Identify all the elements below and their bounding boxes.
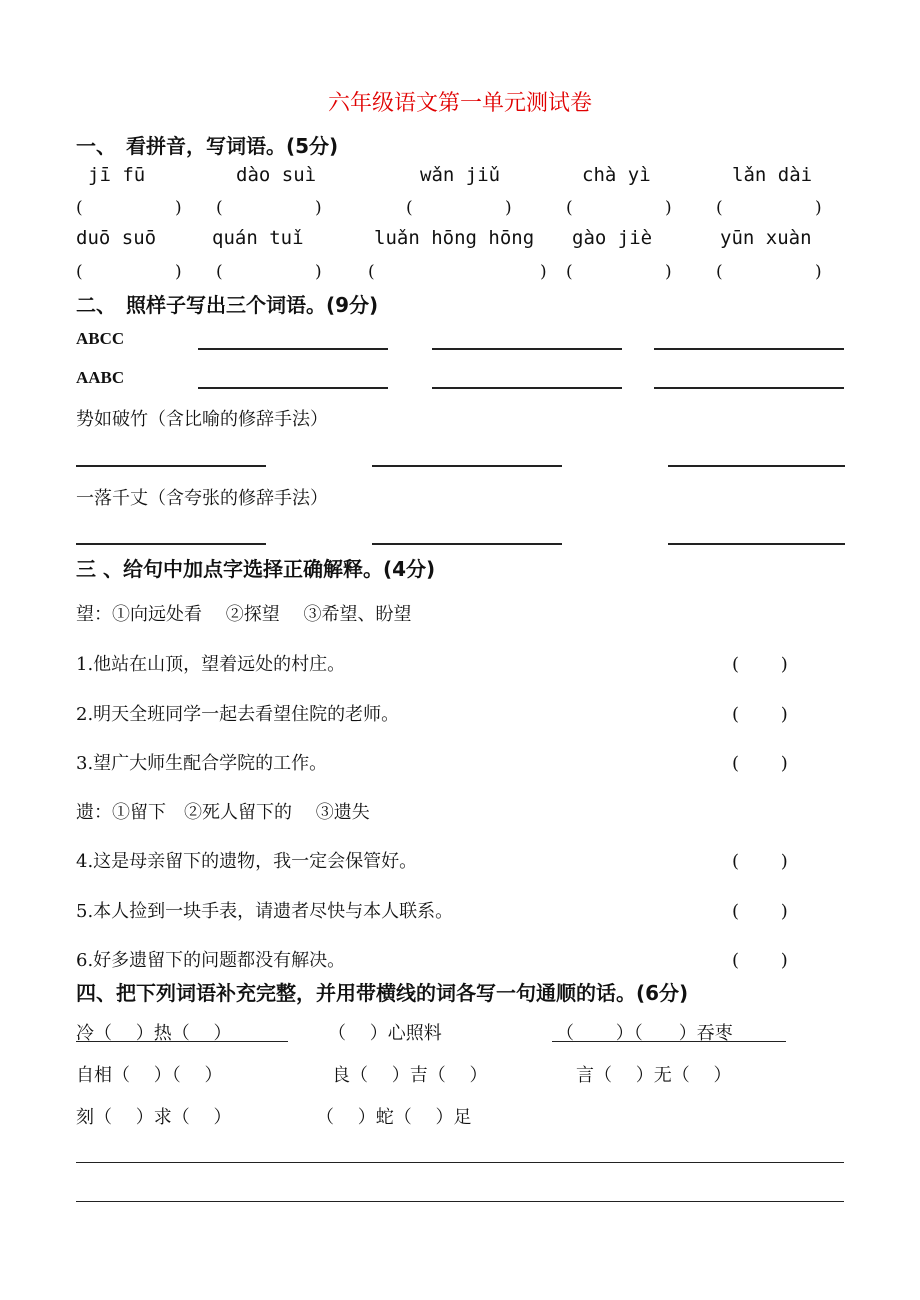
answer-blank[interactable]: ( ) <box>732 753 788 774</box>
pinyin-4: chà yì <box>582 164 651 186</box>
section-2-heading: 二、 照样子写出三个词语。(9分) <box>76 293 379 317</box>
pinyin-7: quán tuǐ <box>212 227 304 249</box>
answer-blank-close: ) <box>815 262 822 282</box>
answer-line[interactable] <box>432 348 622 350</box>
pinyin-5: lǎn dài <box>732 164 813 186</box>
answer-blank-open[interactable]: ( <box>566 262 573 282</box>
answer-line[interactable] <box>372 465 562 467</box>
question-3: 3.望广大师生配合学院的工作。 <box>76 753 328 774</box>
answer-blank-close: ) <box>315 198 322 218</box>
definition-yi: 遗：①留下 ②死人留下的 ③遗失 <box>76 802 370 823</box>
question-1: 1.他站在山顶，望着远处的村庄。 <box>76 654 346 675</box>
answer-blank[interactable]: ( ) <box>732 901 788 922</box>
pinyin-2: dào suì <box>236 164 317 186</box>
answer-line[interactable] <box>668 465 845 467</box>
answer-blank-open[interactable]: ( <box>216 198 223 218</box>
page-title: 六年级语文第一单元测试卷 <box>327 91 592 116</box>
answer-blank-close: ) <box>665 262 672 282</box>
question-2: 2.明天全班同学一起去看望住院的老师。 <box>76 704 400 725</box>
idiom-fill-7[interactable]: 刻（ ）求（ ） <box>76 1107 232 1128</box>
pinyin-9: gào jiè <box>572 227 653 249</box>
idiom-fill-6[interactable]: 言（ ）无（ ） <box>576 1065 732 1086</box>
answer-line[interactable] <box>372 543 562 545</box>
answer-line[interactable] <box>76 543 266 545</box>
pinyin-1: jī fū <box>88 164 146 186</box>
idiom-fill-8[interactable]: （ ）蛇（ ）足 <box>316 1107 472 1128</box>
answer-blank-open[interactable]: ( <box>76 198 83 218</box>
answer-blank[interactable]: ( ) <box>732 851 788 872</box>
pattern-abcc: ABCC <box>76 329 125 348</box>
answer-blank-close: ) <box>175 198 182 218</box>
answer-blank-open[interactable]: ( <box>216 262 223 282</box>
answer-line[interactable] <box>654 348 844 350</box>
answer-blank-close: ) <box>315 262 322 282</box>
section-4-heading: 四、把下列词语补充完整，并用带横线的词各写一句通顺的话。(6分) <box>76 981 689 1005</box>
answer-line[interactable] <box>654 387 844 389</box>
pinyin-8: luǎn hōng hōng <box>374 227 535 249</box>
answer-blank-open[interactable]: ( <box>368 262 375 282</box>
answer-blank-close: ) <box>665 198 672 218</box>
idiom-fill-3[interactable]: （ ）（ ）吞枣 <box>556 1023 733 1044</box>
answer-blank-open[interactable]: ( <box>566 198 573 218</box>
answer-blank-close: ) <box>815 198 822 218</box>
answer-blank-close: ) <box>505 198 512 218</box>
section-3-heading: 三 、给句中加点字选择正确解释。(4分) <box>76 557 436 581</box>
answer-line[interactable] <box>432 387 622 389</box>
pattern-aabc: AABC <box>76 368 125 387</box>
answer-blank-open[interactable]: ( <box>716 198 723 218</box>
question-5: 5.本人捡到一块手表，请遗者尽快与本人联系。 <box>76 901 454 922</box>
question-4: 4.这是母亲留下的遗物，我一定会保管好。 <box>76 851 418 872</box>
answer-blank[interactable]: ( ) <box>732 950 788 971</box>
idiom-example-2: 一落千丈（含夸张的修辞手法） <box>76 488 328 509</box>
pinyin-6: duō suō <box>76 227 157 249</box>
answer-line[interactable] <box>668 543 845 545</box>
underline <box>76 1041 288 1042</box>
answer-blank-close: ) <box>175 262 182 282</box>
idiom-fill-4[interactable]: 自相（ ）（ ） <box>76 1065 223 1086</box>
writing-line[interactable] <box>76 1201 844 1202</box>
idiom-example-1: 势如破竹（含比喻的修辞手法） <box>76 409 328 430</box>
underline <box>552 1041 786 1042</box>
answer-blank-open[interactable]: ( <box>406 198 413 218</box>
idiom-fill-2[interactable]: （ ）心照料 <box>328 1023 442 1044</box>
answer-line[interactable] <box>76 465 266 467</box>
answer-blank-close: ) <box>540 262 547 282</box>
answer-blank-open[interactable]: ( <box>716 262 723 282</box>
answer-blank[interactable]: ( ) <box>732 704 788 725</box>
idiom-fill-5[interactable]: 良（ ）吉（ ） <box>332 1065 488 1086</box>
pinyin-10: yūn xuàn <box>720 227 812 249</box>
answer-blank[interactable]: ( ) <box>732 654 788 675</box>
answer-line[interactable] <box>198 387 388 389</box>
definition-wang: 望：①向远处看 ②探望 ③希望、盼望 <box>76 604 412 625</box>
answer-line[interactable] <box>198 348 388 350</box>
writing-line[interactable] <box>76 1162 844 1163</box>
question-6: 6.好多遗留下的问题都没有解决。 <box>76 950 346 971</box>
idiom-fill-1[interactable]: 冷（ ）热（ ） <box>76 1023 232 1044</box>
pinyin-3: wǎn jiǔ <box>420 164 501 186</box>
section-1-heading: 一、 看拼音，写词语。(5分) <box>76 134 339 158</box>
answer-blank-open[interactable]: ( <box>76 262 83 282</box>
